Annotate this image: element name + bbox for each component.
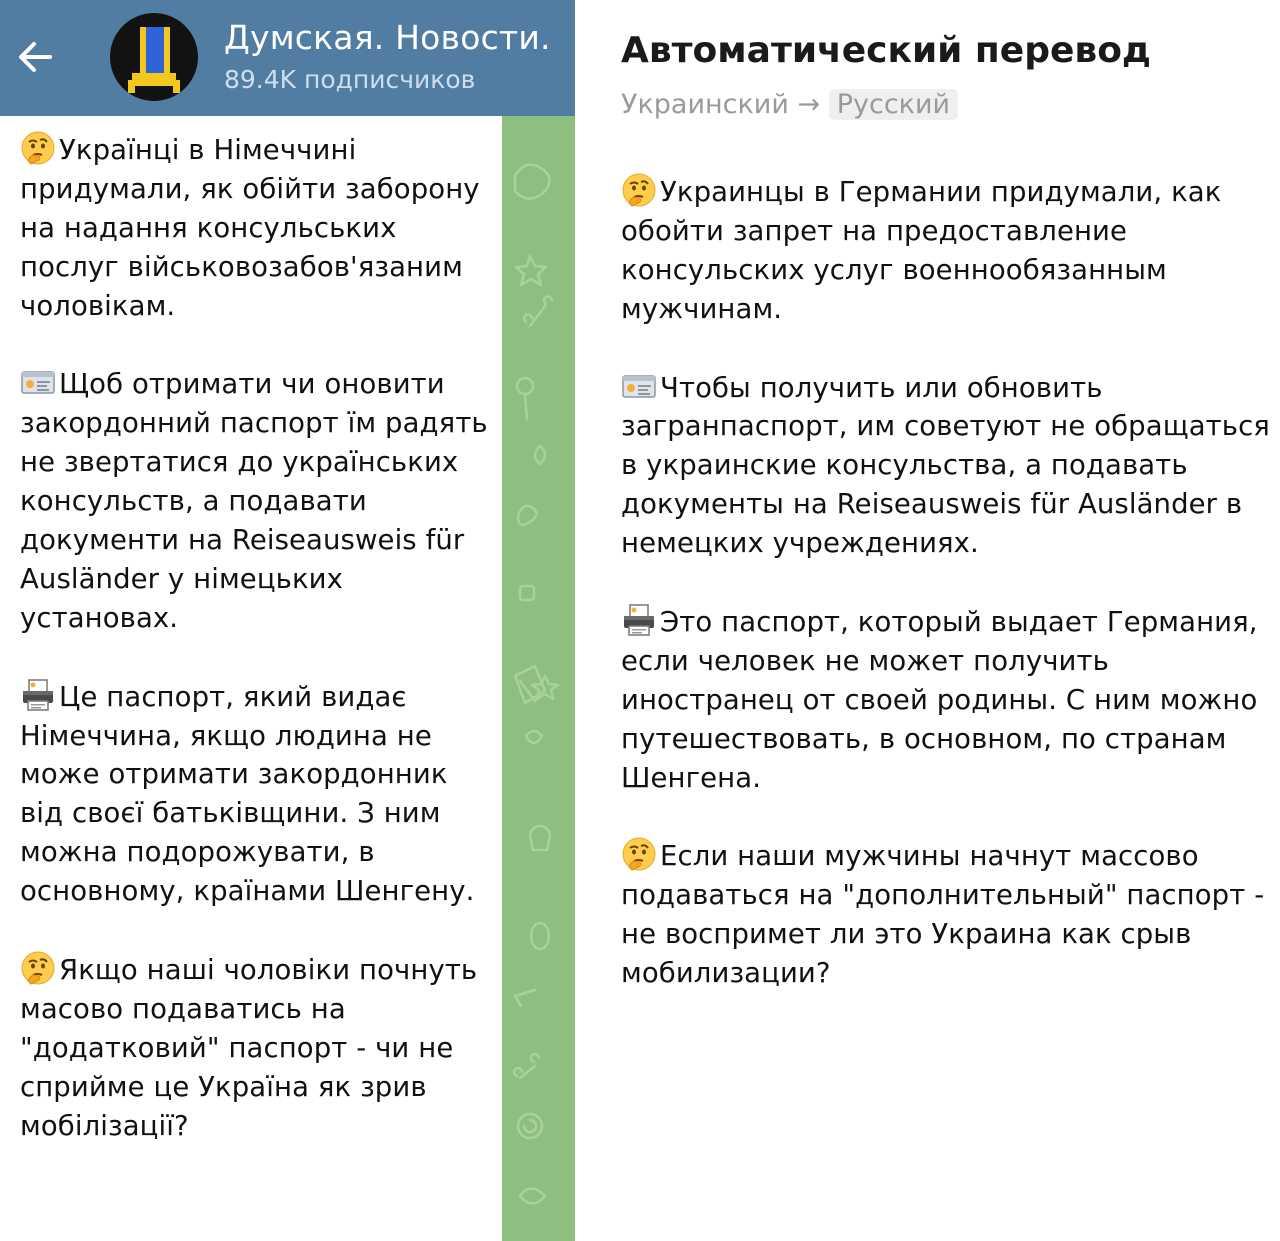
doodle-fish-icon — [520, 1189, 545, 1204]
translated-paragraph-text: Это паспорт, который выдает Германия, если человек не может получить иностранец от своей родины. С ним можно путешествовать, в основном, по странам Шенгена. — [621, 605, 1258, 794]
chat-wallpaper — [500, 116, 575, 1241]
doodle-heart-icon — [518, 506, 536, 525]
translated-paragraph — [621, 836, 1280, 993]
translated-paragraph — [621, 368, 1280, 564]
channel-subscriber-count: 89.4K подписчиков — [224, 65, 476, 94]
doodle-bone-icon — [524, 297, 552, 326]
doodle-star-icon — [516, 256, 546, 285]
translated-message — [621, 172, 1280, 1032]
original-message — [20, 130, 494, 1146]
doodle-bell-icon — [530, 826, 550, 850]
translation-panel — [575, 0, 1280, 1241]
doodle-egg-icon — [531, 923, 549, 949]
doodle-heart-2-icon — [526, 731, 542, 743]
thinking-face-emoji — [20, 950, 56, 986]
original-paragraph — [20, 130, 494, 326]
channel-header — [0, 0, 575, 116]
original-paragraph-text: Це паспорт, який видає Німеччина, якщо людина не може отримати закордонник від своєї батьківщини. З ним можна подорожувати, в основному, країнами Шенгену. — [20, 680, 475, 908]
doodle-box-icon — [520, 586, 534, 600]
message-bubble[interactable] — [0, 116, 502, 1241]
printer-emoji — [621, 602, 657, 638]
chat-panel — [0, 0, 575, 1241]
target-language-button[interactable]: Русский — [829, 89, 958, 120]
original-paragraph — [20, 950, 494, 1146]
doodle-leaf-icon — [535, 446, 545, 464]
printer-emoji — [20, 677, 56, 713]
thinking-face-emoji — [20, 130, 56, 166]
translated-paragraph — [621, 602, 1280, 798]
doodle-lollipop-icon — [517, 378, 533, 394]
translation-title: Автоматический перевод — [621, 30, 1151, 71]
thinking-face-emoji — [621, 836, 657, 872]
doodle-snail-icon — [518, 1114, 542, 1138]
translated-paragraph-text: Украинцы в Германии придумали, как обойти запрет на предоставление консульских услуг военнообязанным мужчинам. — [621, 176, 1222, 325]
arrow-left-icon[interactable] — [14, 35, 58, 79]
doodle-wand-icon — [515, 990, 535, 1006]
id-card-emoji — [621, 368, 657, 404]
channel-title[interactable]: Думская. Новости. — [224, 18, 551, 57]
id-card-emoji — [20, 364, 56, 400]
original-paragraph — [20, 364, 494, 637]
source-language: Украинский — [621, 89, 789, 120]
channel-avatar[interactable] — [110, 13, 198, 101]
arrow-right-icon: → — [797, 89, 821, 120]
thinking-face-emoji — [621, 172, 657, 208]
doodle-cat-icon — [515, 165, 550, 199]
original-paragraph-text: Українці в Німеччині придумали, як обійти заборону на надання консульських послуг військовозабов'язаним чоловікам. — [20, 134, 480, 322]
translated-paragraph-text: Если наши мужчины начнут массово подаваться на "дополнительный" паспорт - не воспримет ли это Украина как срыв мобилизации? — [621, 840, 1265, 990]
translated-paragraph — [621, 172, 1280, 329]
channel-logo — [110, 13, 198, 101]
language-selector — [621, 89, 958, 120]
translated-paragraph-text: Чтобы получить или обновить загранпаспорт, им советуют не обращаться в украинские консульства, а подавать документы на Reiseausweis für Ausländer в немецких учреждениях. — [621, 371, 1270, 560]
original-paragraph-text: Щоб отримати чи оновити закордонний паспорт їм радять не звертатися до українських консульств, а подавати документи на Reiseausweis für Ausländer у німецьких установах. — [20, 368, 488, 634]
original-paragraph-text: Якщо наші чоловіки почнуть масово подаватись на "додатковий" паспорт - чи не сприйме це Україна як зрив мобілізації? — [20, 953, 478, 1142]
original-paragraph — [20, 677, 494, 911]
